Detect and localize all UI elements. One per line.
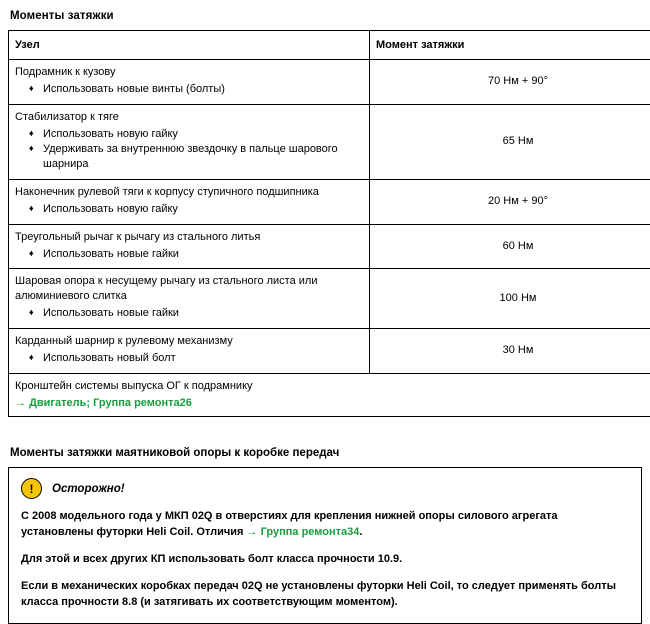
table-row bbox=[9, 269, 650, 329]
cell-torque: 20 Нм + 90° bbox=[370, 180, 650, 225]
bullet-item: ♦ Использовать новые винты (болты) bbox=[15, 82, 363, 97]
node-name: Подрамник к кузову bbox=[15, 65, 363, 80]
table-row bbox=[9, 104, 650, 179]
cross-reference-link[interactable]: Группа ремонта34 bbox=[261, 526, 360, 538]
node-name: Карданный шарнир к рулевому механизму bbox=[15, 334, 363, 349]
warning-header bbox=[21, 478, 629, 499]
node-name: Треугольный рычаг к рычагу из стального литья bbox=[15, 230, 363, 245]
page-title: Моменты затяжки bbox=[10, 10, 642, 22]
warning-title: Осторожно! bbox=[52, 483, 125, 495]
column-header-node: Узел bbox=[9, 31, 370, 60]
table-row bbox=[9, 60, 650, 105]
column-header-torque: Момент затяжки bbox=[370, 31, 650, 60]
cell-torque: 60 Нм bbox=[370, 224, 650, 269]
table-row-reference bbox=[9, 373, 650, 417]
table-row bbox=[9, 224, 650, 269]
cell-node bbox=[9, 104, 370, 179]
bullet-item: ♦ Использовать новые гайки bbox=[15, 247, 363, 262]
warning-paragraph-3: Если в механических коробках передач 02Q не установлены футорки Heli Coil, то следует применять болты класса прочности 8.8 (и затягивать их соответствующим моментом). bbox=[21, 579, 629, 611]
section-title-transmission: Моменты затяжки маятниковой опоры к коробке передач bbox=[10, 447, 642, 459]
cell-node bbox=[9, 60, 370, 105]
cross-reference-link[interactable] bbox=[15, 396, 650, 411]
node-name: Наконечник рулевой тяги к корпусу ступичного подшипника bbox=[15, 185, 363, 200]
node-bullets bbox=[15, 306, 363, 321]
warning-text-part-1: С 2008 модельного года у МКП 02Q в отверстиях для крепления нижней опоры силового агрегата установлены футорки Heli Coil. Отличия bbox=[21, 510, 558, 538]
warning-paragraph-2: Для этой и всех других КП использовать болт класса прочности 10.9. bbox=[21, 552, 629, 568]
bullet-item: ♦ Использовать новый болт bbox=[15, 351, 363, 366]
node-bullets bbox=[15, 202, 363, 217]
node-bullets bbox=[15, 82, 363, 97]
node-name: Стабилизатор к тяге bbox=[15, 110, 363, 125]
warning-box bbox=[8, 467, 642, 624]
cell-torque: 65 Нм bbox=[370, 104, 650, 179]
warning-exclamation-icon: ! bbox=[21, 478, 42, 499]
arrow-right-icon: → bbox=[15, 397, 26, 409]
bullet-item: ♦ Использовать новые гайки bbox=[15, 306, 363, 321]
cell-torque: 70 Нм + 90° bbox=[370, 60, 650, 105]
bullet-item: ♦ Использовать новую гайку bbox=[15, 202, 363, 217]
torque-table bbox=[8, 30, 650, 417]
cell-node-reference bbox=[9, 373, 650, 417]
node-bullets bbox=[15, 351, 363, 366]
node-name: Кронштейн системы выпуска ОГ к подрамнику bbox=[15, 379, 650, 394]
bullet-item: ♦ Удерживать за внутреннюю звездочку в пальце шарового шарнира bbox=[15, 142, 363, 172]
arrow-right-icon: → bbox=[247, 526, 258, 538]
cell-node bbox=[9, 269, 370, 329]
cell-node bbox=[9, 328, 370, 373]
cell-node bbox=[9, 224, 370, 269]
cell-node bbox=[9, 180, 370, 225]
node-bullets bbox=[15, 247, 363, 262]
table-row bbox=[9, 328, 650, 373]
node-name: Шаровая опора к несущему рычагу из стального листа или алюминиевого слитка bbox=[15, 274, 363, 304]
cross-reference-label: Двигатель; Группа ремонта26 bbox=[29, 397, 192, 409]
table-header-row bbox=[9, 31, 650, 60]
warning-paragraph-1 bbox=[21, 509, 629, 541]
cell-torque: 100 Нм bbox=[370, 269, 650, 329]
cell-torque: 30 Нм bbox=[370, 328, 650, 373]
warning-text-part-1-end: . bbox=[359, 526, 362, 538]
section-spacer bbox=[8, 417, 642, 447]
bullet-item: ♦ Использовать новую гайку bbox=[15, 127, 363, 142]
table-row bbox=[9, 180, 650, 225]
node-bullets bbox=[15, 127, 363, 173]
